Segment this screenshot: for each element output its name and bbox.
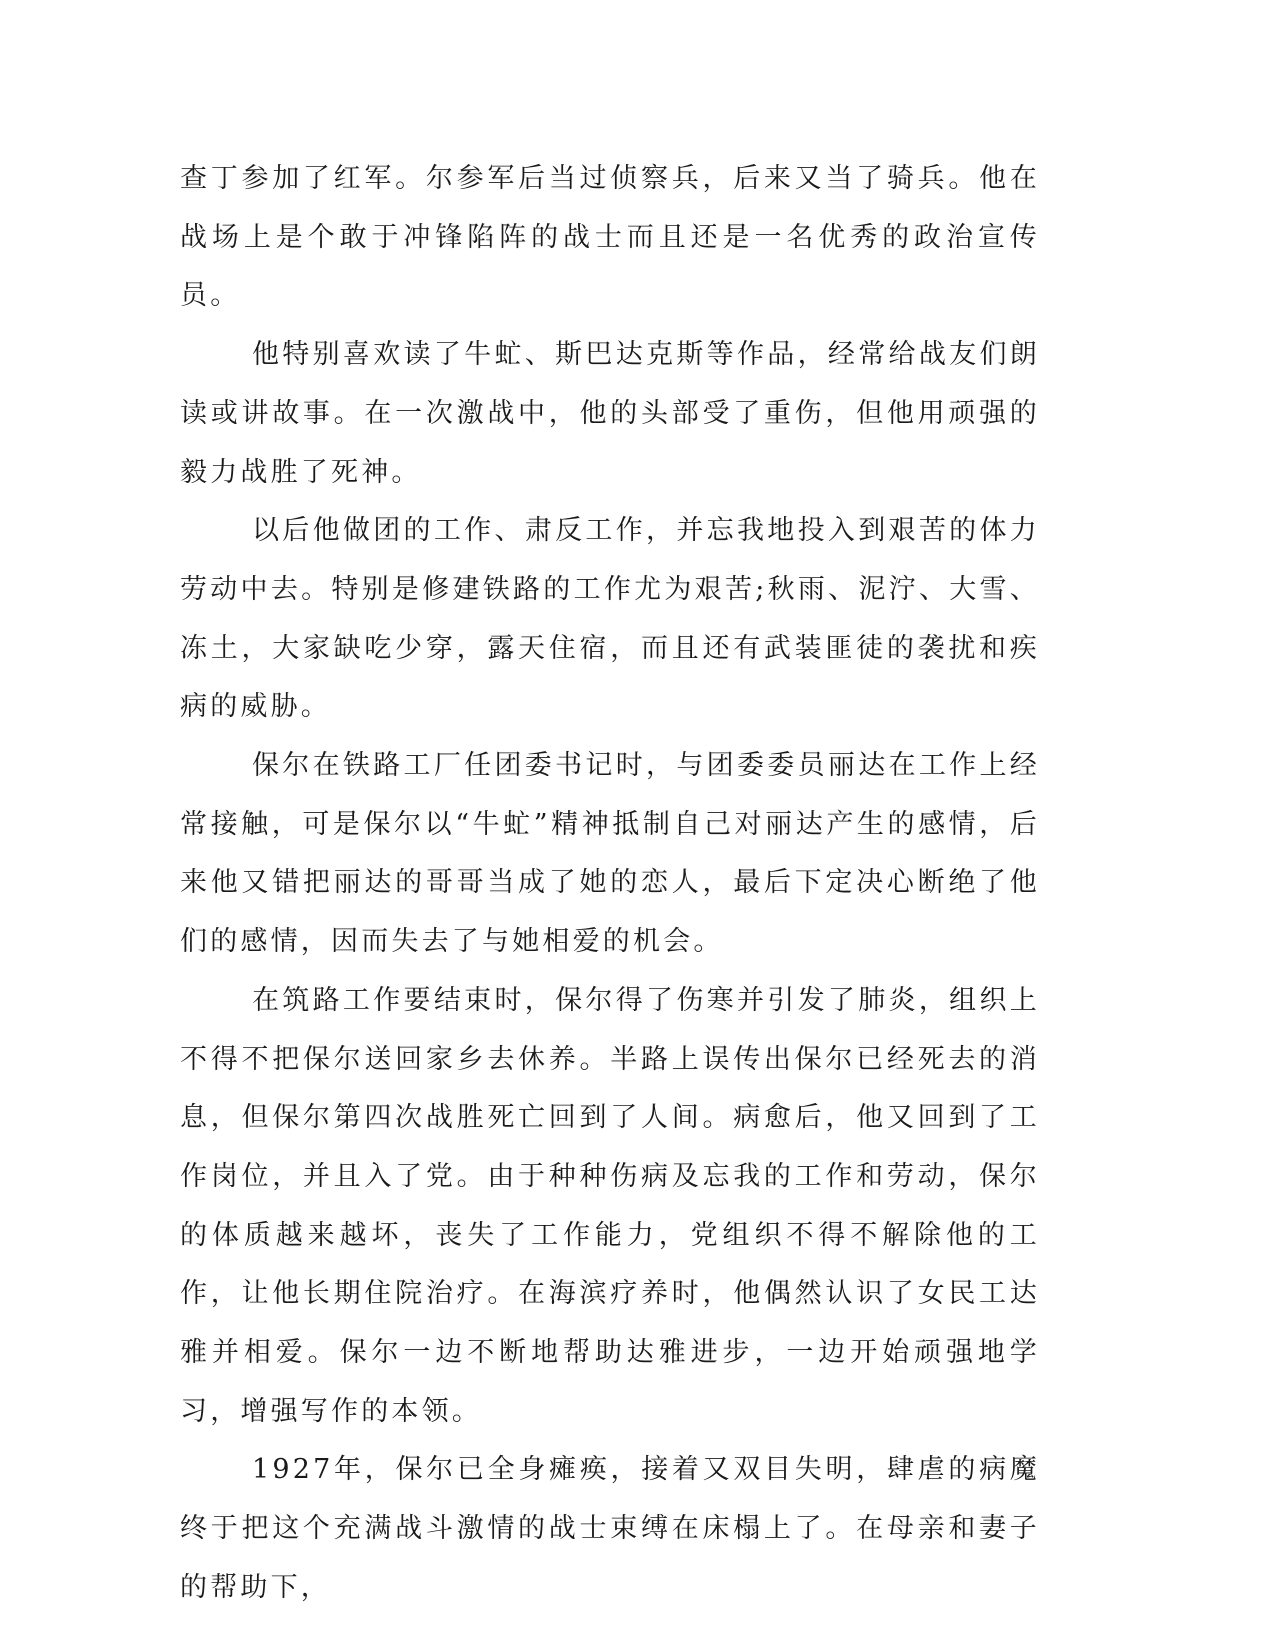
paragraph-6: 1927年，保尔已全身瘫痪，接着又双目失明，肆虐的病魔终于把这个充满战斗激情的战士束缚在床榻上了。在母亲和妻子的帮助下，: [180, 1454, 1040, 1603]
paragraph-3: 以后他做团的工作、肃反工作，并忘我地投入到艰苦的体力劳动中去。特别是修建铁路的工作尤为艰苦;秋雨、泥泞、大雪、冻土，大家缺吃少穿，露天住宿，而且还有武装匪徒的袭扰和疾病的威胁。: [180, 515, 1040, 723]
paragraph-1: 查丁参加了红军。尔参军后当过侦察兵，后来又当了骑兵。他在战场上是个敢于冲锋陷阵的战士而且还是一名优秀的政治宣传员。: [180, 163, 1040, 312]
paragraph-2: 他特别喜欢读了牛虻、斯巴达克斯等作品，经常给战友们朗读或讲故事。在一次激战中，他的头部受了重伤，但他用顽强的毅力战胜了死神。: [180, 339, 1040, 488]
document-body: [180, 150, 1040, 1618]
paragraph-5: 在筑路工作要结束时，保尔得了伤寒并引发了肺炎，组织上不得不把保尔送回家乡去休养。半路上误传出保尔已经死去的消息，但保尔第四次战胜死亡回到了人间。病愈后，他又回到了工作岗位，并且入了党。由于种种伤病及忘我的工作和劳动，保尔的体质越来越坏，丧失了工作能力，党组织不得不解除他的工作，让他长期住院治疗。在海滨疗养时，他偶然认识了女民工达雅并相爱。保尔一边不断地帮助达雅进步，一边开始顽强地学习，增强写作的本领。: [180, 984, 1040, 1427]
paragraph-4: 保尔在铁路工厂任团委书记时，与团委委员丽达在工作上经常接触，可是保尔以“牛虻”精神抵制自己对丽达产生的感情，后来他又错把丽达的哥哥当成了她的恋人，最后下定决心断绝了他们的感情，因而失去了与她相爱的机会。: [180, 750, 1040, 958]
